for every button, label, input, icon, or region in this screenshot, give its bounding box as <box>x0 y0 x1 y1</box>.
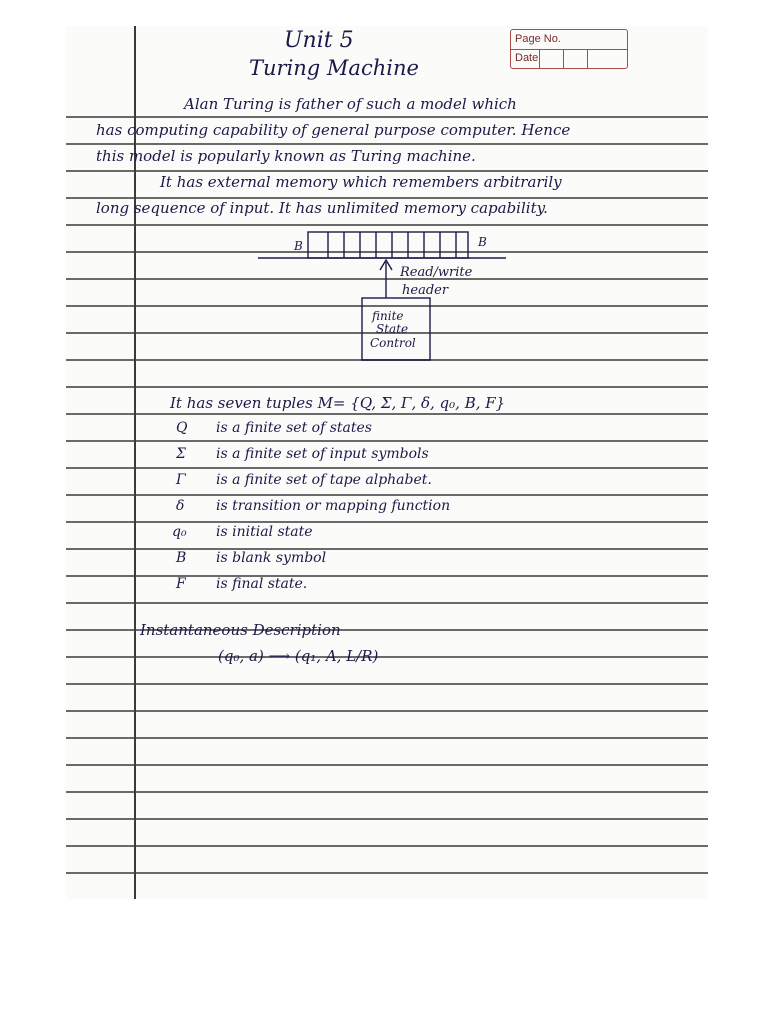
notebook-page <box>66 26 708 899</box>
id-heading: Instantaneous Description <box>140 621 341 639</box>
tuple-symbol: q₀ <box>172 524 187 540</box>
intro-line: It has external memory which remembers arbitrarily <box>160 173 562 191</box>
tape <box>308 232 468 258</box>
tuple-description: is final state. <box>216 576 308 592</box>
tuple-symbol: B <box>176 550 187 566</box>
intro-line: long sequence of input. It has unlimited memory capability. <box>96 199 548 217</box>
tuples-intro: It has seven tuples M= {Q, Σ, Γ, δ, q₀, B, F} <box>170 394 506 412</box>
control-label-1: finite <box>372 309 404 323</box>
page-title: Turing Machine <box>249 56 419 80</box>
tuple-description: is a finite set of tape alphabet. <box>216 472 432 488</box>
tuple-description: is blank symbol <box>216 550 327 566</box>
tuple-symbol: F <box>176 576 186 592</box>
tuple-description: is transition or mapping function <box>216 498 451 514</box>
tuple-description: is a finite set of input symbols <box>216 446 429 462</box>
turing-machine-diagram <box>66 26 708 899</box>
control-label-2: State <box>376 322 409 336</box>
unit-title: Unit 5 <box>284 28 354 53</box>
head-label-1: Read/write <box>400 265 473 280</box>
tuple-symbol: Q <box>176 420 188 436</box>
id-formula: (q₀, a) ⟶ (q₁, A, L/R) <box>218 647 379 665</box>
head-label-2: header <box>402 283 449 298</box>
date-label: Date <box>515 52 539 64</box>
tuple-symbol: Γ <box>176 472 186 488</box>
tuple-description: is initial state <box>216 524 313 540</box>
control-label-3: Control <box>370 336 416 350</box>
tape-right-blank: B <box>478 235 487 249</box>
tuple-description: is a finite set of states <box>216 420 372 436</box>
intro-line: Alan Turing is father of such a model which <box>184 95 517 113</box>
tuple-symbol: δ <box>176 498 185 514</box>
intro-line: this model is popularly known as Turing machine. <box>96 147 476 165</box>
tape-left-blank: B <box>294 239 303 253</box>
intro-line: has computing capability of general purpose computer. Hence <box>96 121 571 139</box>
tuple-symbol: Σ <box>176 446 186 462</box>
page-no-label: Page No. <box>515 33 561 45</box>
